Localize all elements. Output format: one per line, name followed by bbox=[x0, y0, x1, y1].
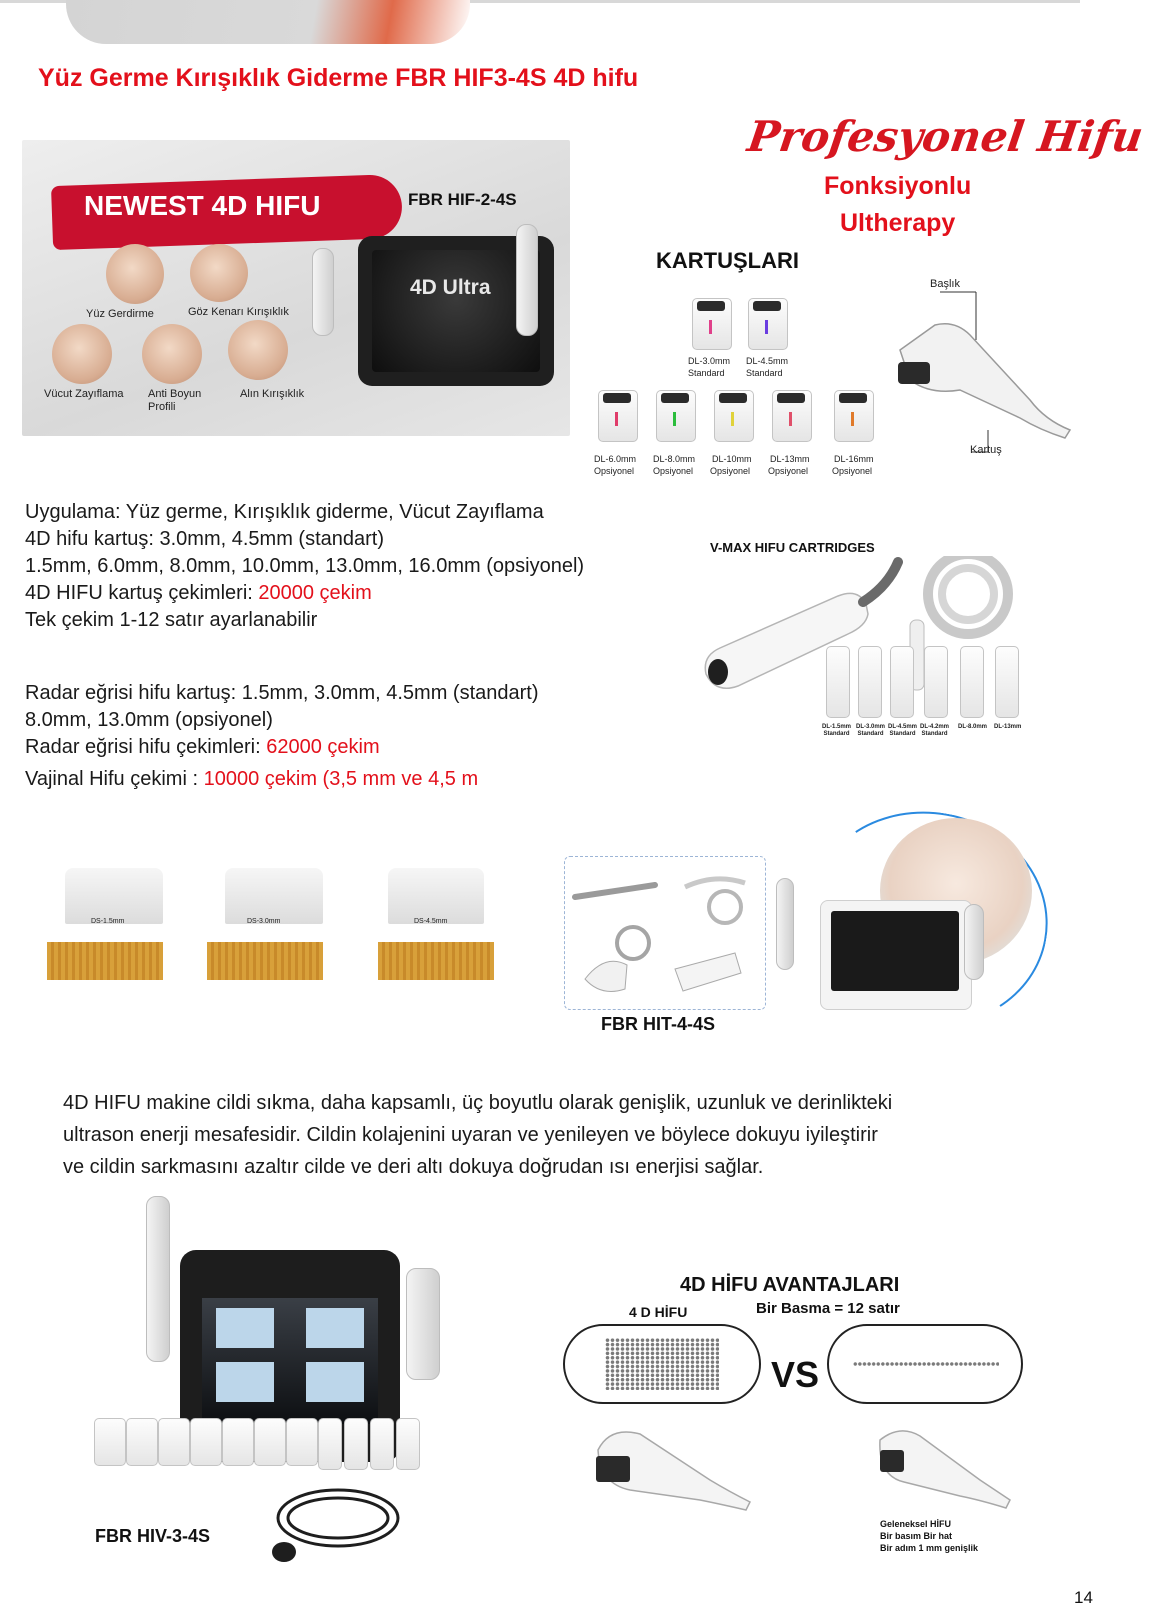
subtitle-line-1: Fonksiyonlu bbox=[824, 172, 972, 200]
hit-caption: FBR HIT-4-4S bbox=[601, 1014, 716, 1034]
cartridge-opt-1-top bbox=[603, 393, 631, 403]
cartridge-opt-4-type: Opsiyonel bbox=[768, 466, 809, 476]
radar-line-2: 8.0mm, 13.0mm (opsiyonel) bbox=[25, 709, 273, 731]
spec-line-1: Uygulama: Yüz germe, Kırışıklık giderme, Vücut Zayıflama bbox=[25, 501, 544, 523]
hiv-device-screen bbox=[202, 1298, 378, 1424]
cartridge-opt-3-stripe bbox=[731, 412, 734, 426]
callout-cartridge: Kartuş bbox=[970, 444, 1002, 456]
cartridge-opt-2-top bbox=[661, 393, 689, 403]
hiv-face-handpiece bbox=[406, 1268, 440, 1380]
traditional-hifu-handpiece bbox=[860, 1420, 1020, 1520]
handpiece-left bbox=[312, 248, 334, 336]
banner-headline: NEWEST 4D HIFU bbox=[84, 190, 321, 221]
depth-image-3 bbox=[378, 868, 494, 980]
hiv-cable bbox=[268, 1478, 408, 1568]
hit-handpiece bbox=[776, 878, 794, 970]
vmax-cart-1 bbox=[826, 646, 850, 718]
vmax-cart-2-label: DL-3.0mm Standard bbox=[856, 724, 886, 737]
advantages-title: 4D HİFU AVANTAJLARI bbox=[680, 1274, 900, 1296]
device-screen bbox=[372, 250, 540, 372]
vaginal-line: Vajinal Hifu çekimi : 10000 çekim (3,5 mm ve 4,5 m bbox=[25, 768, 479, 790]
description-paragraph bbox=[63, 1087, 1053, 1183]
cartridge-std-1-stripe bbox=[709, 320, 712, 334]
radar-specs-block bbox=[25, 680, 539, 761]
cartridge-opt-4-label: DL-13mm bbox=[770, 454, 810, 464]
icon-label-neck: Anti Boyun Profili bbox=[148, 388, 202, 413]
radar-shots-highlight: 62000 çekim bbox=[266, 736, 380, 758]
spec-line-2: 4D hifu kartuş: 3.0mm, 4.5mm (standart) bbox=[25, 528, 385, 550]
spec-line-4: 4D HIFU kartuş çekimleri: 20000 çekim bbox=[25, 582, 372, 604]
cartridge-opt-3-type: Opsiyonel bbox=[710, 466, 751, 476]
waist-icon bbox=[52, 324, 112, 384]
cartridge-opt-4-stripe bbox=[789, 412, 792, 426]
depth-image-2 bbox=[207, 868, 323, 980]
hiv-cartridge-row bbox=[94, 1418, 424, 1472]
depth-2-label: DS-3.0mm bbox=[247, 918, 281, 925]
icon-label-forehead: Alın Kırışıklık bbox=[240, 388, 305, 400]
4d-hifu-handpiece bbox=[590, 1420, 760, 1530]
cartridge-std-1-type: Standard bbox=[688, 368, 725, 378]
paragraph-line-1: 4D HIFU makine cildi sıkma, daha kapsamlı, üç boyutlu olarak genişlik, uzunluk ve derinlikteki bbox=[63, 1092, 893, 1114]
cartridge-std-2-type: Standard bbox=[746, 368, 783, 378]
dot-line bbox=[853, 1362, 999, 1366]
cartridges-title: KARTUŞLARI bbox=[656, 248, 799, 273]
callout-head: Başlık bbox=[930, 278, 960, 290]
cartridge-opt-4-top bbox=[777, 393, 805, 403]
4d-hifu-pattern bbox=[563, 1324, 761, 1404]
vmax-cart-5-label: DL-8.0mm bbox=[958, 724, 988, 730]
icon-label-waist: Vücut Zayıflama bbox=[44, 388, 124, 400]
cartridge-opt-1-type: Opsiyonel bbox=[594, 466, 635, 476]
vs-label: VS bbox=[771, 1354, 820, 1395]
cartridge-opt-5-label: DL-16mm bbox=[834, 454, 874, 464]
spec-line-3: 1.5mm, 6.0mm, 8.0mm, 10.0mm, 13.0mm, 16.0mm (opsiyonel) bbox=[25, 555, 585, 577]
script-logo: Profesyonel Hifu bbox=[744, 112, 1147, 161]
traditional-hifu-pattern bbox=[827, 1324, 1023, 1404]
traditional-line-2: Bir basım Bir hat bbox=[880, 1531, 953, 1541]
traditional-line-1: Geleneksel HİFU bbox=[880, 1519, 952, 1529]
advantages-left-label: 4 D HİFU bbox=[629, 1304, 688, 1320]
hit-device-screen bbox=[831, 911, 959, 991]
cartridge-opt-1-stripe bbox=[615, 412, 618, 426]
cartridge-opt-5-stripe bbox=[851, 412, 854, 426]
forehead-icon bbox=[228, 320, 288, 380]
traditional-hifu-caption bbox=[880, 1518, 978, 1554]
page-title: Yüz Germe Kırışıklık Giderme FBR HIF3-4S 4D hifu bbox=[38, 64, 639, 92]
cartridge-opt-3-top bbox=[719, 393, 747, 403]
radar-line-3: Radar eğrisi hifu çekimleri: 62000 çekim bbox=[25, 736, 380, 758]
dot-grid bbox=[605, 1338, 719, 1390]
radar-line-1: Radar eğrisi hifu kartuş: 1.5mm, 3.0mm, 4.5mm (standart) bbox=[25, 682, 539, 704]
depth-1-label: DS-1.5mm bbox=[91, 918, 125, 925]
cartridge-std-2-stripe bbox=[765, 320, 768, 334]
cartridge-std-2-top bbox=[753, 301, 781, 311]
icon-label-face: Yüz Gerdirme bbox=[86, 308, 154, 320]
spec-shots-highlight: 20000 çekim bbox=[258, 582, 372, 604]
cartridge-std-2-label: DL-4.5mm bbox=[746, 356, 789, 366]
paragraph-line-3: ve cildin sarkmasını azaltır cilde ve deri altı dokuya doğrudan ısı enerjisi sağlar. bbox=[63, 1156, 764, 1178]
depth-image-1 bbox=[47, 868, 163, 980]
hiv-vaginal-handpiece bbox=[146, 1196, 170, 1362]
header-tab-decoration bbox=[66, 0, 470, 44]
vmax-cart-4-label: DL-4.2mm Standard bbox=[920, 724, 950, 737]
vmax-cart-3-label: DL-4.5mm Standard bbox=[888, 724, 918, 737]
cartridge-opt-2-label: DL-8.0mm bbox=[653, 454, 696, 464]
eye-icon bbox=[190, 244, 248, 302]
cartridge-opt-5-type: Opsiyonel bbox=[832, 466, 873, 476]
banner-model: FBR HIF-2-4S bbox=[408, 190, 517, 209]
depth-3-label: DS-4.5mm bbox=[414, 918, 448, 925]
vmax-cart-1-label: DL-1.5mm Standard bbox=[822, 724, 852, 737]
icon-label-eye: Göz Kenarı Kırışıklık bbox=[188, 306, 289, 318]
device-screen-text: 4D Ultra bbox=[410, 276, 491, 299]
vmax-cart-3 bbox=[890, 646, 914, 718]
paragraph-line-2: ultrason enerji mesafesidir. Cildin kolajenini uyaran ve yenileyen ve böylece dokuyu iyileştirir bbox=[63, 1124, 878, 1146]
product-banner bbox=[22, 140, 570, 436]
accessories-frame bbox=[564, 856, 766, 1010]
vmax-cart-5 bbox=[960, 646, 984, 718]
vmax-cart-6 bbox=[995, 646, 1019, 718]
cartridge-std-1-top bbox=[697, 301, 725, 311]
neck-icon bbox=[142, 324, 202, 384]
cartridge-opt-2-type: Opsiyonel bbox=[653, 466, 694, 476]
cartridge-std-1-label: DL-3.0mm bbox=[688, 356, 731, 366]
subtitle-line-2: Ultherapy bbox=[840, 209, 956, 237]
hiv-caption: FBR HIV-3-4S bbox=[95, 1526, 211, 1546]
advantages-right-label: Bir Basma = 12 satır bbox=[756, 1300, 900, 1317]
page-number: 14 bbox=[1074, 1588, 1093, 1607]
spec-line-5: Tek çekim 1-12 satır ayarlanabilir bbox=[25, 609, 318, 631]
vmax-cart-4 bbox=[924, 646, 948, 718]
specs-block bbox=[25, 499, 584, 634]
cartridge-opt-5-top bbox=[839, 393, 867, 403]
hit-handpiece-right bbox=[964, 904, 984, 980]
cartridge-opt-3-label: DL-10mm bbox=[712, 454, 752, 464]
hit-device bbox=[820, 900, 972, 1010]
hifu-handpiece-illustration bbox=[880, 280, 1080, 460]
face-icon bbox=[106, 244, 164, 304]
vmax-cart-2 bbox=[858, 646, 882, 718]
traditional-line-3: Bir adım 1 mm genişlik bbox=[880, 1543, 979, 1553]
cartridge-opt-2-stripe bbox=[673, 412, 676, 426]
handpiece-right bbox=[516, 224, 538, 336]
accessories-illustration bbox=[565, 857, 765, 1009]
cartridge-opt-1-label: DL-6.0mm bbox=[594, 454, 637, 464]
vmax-cart-6-label: DL-13mm bbox=[994, 724, 1022, 730]
vaginal-highlight: 10000 çekim (3,5 mm ve 4,5 m bbox=[203, 768, 479, 790]
vmax-title: V-MAX HIFU CARTRIDGES bbox=[710, 540, 875, 555]
